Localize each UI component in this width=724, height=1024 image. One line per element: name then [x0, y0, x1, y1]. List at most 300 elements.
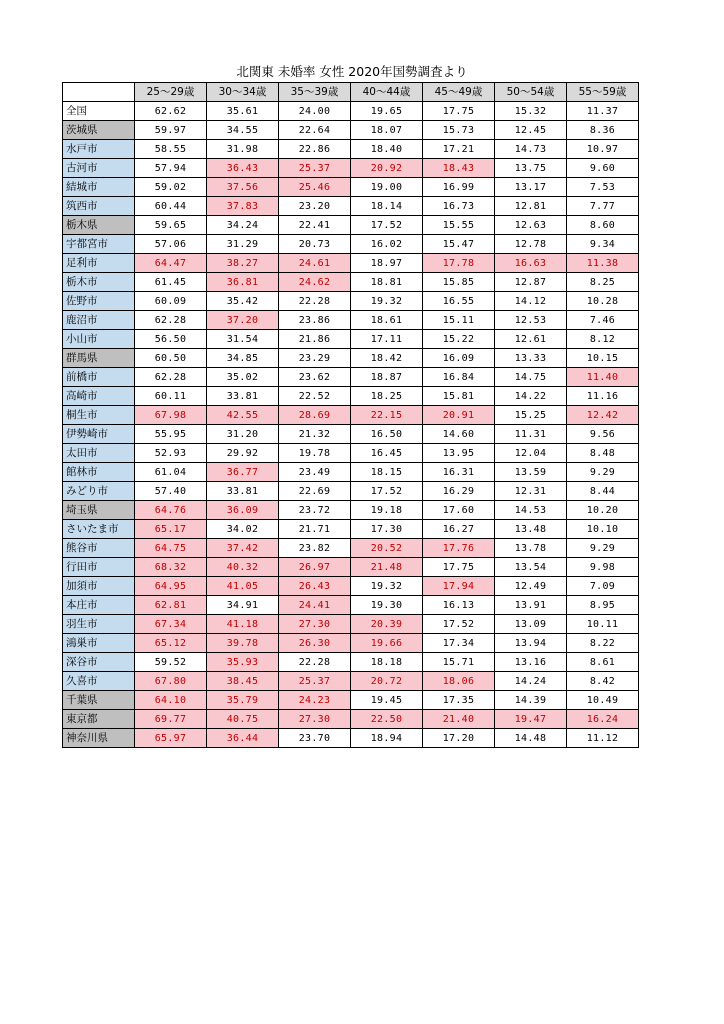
rate-value-cell: 60.11 — [135, 387, 207, 406]
rate-value-cell: 17.78 — [423, 254, 495, 273]
rate-value-cell: 10.28 — [567, 292, 639, 311]
rate-value-cell: 64.95 — [135, 577, 207, 596]
region-name-cell: 埼玉県 — [63, 501, 135, 520]
rate-value-cell: 18.81 — [351, 273, 423, 292]
rate-value-cell: 58.55 — [135, 140, 207, 159]
region-name-cell: 栃木県 — [63, 216, 135, 235]
rate-value-cell: 17.75 — [423, 102, 495, 121]
region-name-cell: 鴻巣市 — [63, 634, 135, 653]
rate-value-cell: 17.94 — [423, 577, 495, 596]
rate-value-cell: 7.09 — [567, 577, 639, 596]
rate-value-cell: 22.69 — [279, 482, 351, 501]
rate-value-cell: 16.84 — [423, 368, 495, 387]
rate-value-cell: 16.50 — [351, 425, 423, 444]
rate-value-cell: 16.27 — [423, 520, 495, 539]
rate-value-cell: 23.49 — [279, 463, 351, 482]
region-name-cell: 桐生市 — [63, 406, 135, 425]
rate-value-cell: 9.29 — [567, 539, 639, 558]
rate-value-cell: 11.37 — [567, 102, 639, 121]
rate-value-cell: 16.55 — [423, 292, 495, 311]
table-row — [63, 653, 639, 672]
table-row — [63, 311, 639, 330]
table-row — [63, 558, 639, 577]
age-column-header: 25～29歳 — [135, 83, 207, 102]
region-name-cell: 熊谷市 — [63, 539, 135, 558]
rate-value-cell: 18.06 — [423, 672, 495, 691]
rate-value-cell: 34.55 — [207, 121, 279, 140]
region-name-cell: 宇都宮市 — [63, 235, 135, 254]
page-title: 北関東 未婚率 女性 2020年国勢調査より — [236, 64, 468, 79]
rate-value-cell: 10.20 — [567, 501, 639, 520]
region-name-cell: 太田市 — [63, 444, 135, 463]
rate-value-cell: 26.97 — [279, 558, 351, 577]
age-column-header: 55～59歳 — [567, 83, 639, 102]
rate-value-cell: 19.00 — [351, 178, 423, 197]
rate-value-cell: 40.75 — [207, 710, 279, 729]
age-column-header: 30～34歳 — [207, 83, 279, 102]
rate-value-cell: 18.61 — [351, 311, 423, 330]
rate-value-cell: 60.09 — [135, 292, 207, 311]
table-row — [63, 197, 639, 216]
rate-value-cell: 9.56 — [567, 425, 639, 444]
rate-value-cell: 17.76 — [423, 539, 495, 558]
rate-value-cell: 59.97 — [135, 121, 207, 140]
region-name-cell: 古河市 — [63, 159, 135, 178]
table-row — [63, 634, 639, 653]
rate-value-cell: 41.18 — [207, 615, 279, 634]
rate-value-cell: 27.30 — [279, 710, 351, 729]
rate-value-cell: 62.28 — [135, 368, 207, 387]
rate-value-cell: 35.61 — [207, 102, 279, 121]
rate-value-cell: 13.09 — [495, 615, 567, 634]
rate-value-cell: 11.31 — [495, 425, 567, 444]
rate-value-cell: 19.32 — [351, 292, 423, 311]
table-row — [63, 710, 639, 729]
rate-value-cell: 35.79 — [207, 691, 279, 710]
rate-value-cell: 24.41 — [279, 596, 351, 615]
rate-value-cell: 17.21 — [423, 140, 495, 159]
rate-value-cell: 12.81 — [495, 197, 567, 216]
rate-value-cell: 19.18 — [351, 501, 423, 520]
rate-value-cell: 15.73 — [423, 121, 495, 140]
rate-value-cell: 13.33 — [495, 349, 567, 368]
rate-value-cell: 8.95 — [567, 596, 639, 615]
table-row — [63, 368, 639, 387]
rate-value-cell: 40.32 — [207, 558, 279, 577]
region-name-cell: みどり市 — [63, 482, 135, 501]
rate-value-cell: 11.12 — [567, 729, 639, 748]
rate-value-cell: 11.38 — [567, 254, 639, 273]
rate-value-cell: 12.78 — [495, 235, 567, 254]
age-column-header: 50～54歳 — [495, 83, 567, 102]
rate-value-cell: 33.81 — [207, 482, 279, 501]
rate-value-cell: 60.44 — [135, 197, 207, 216]
rate-value-cell: 64.47 — [135, 254, 207, 273]
table-row — [63, 444, 639, 463]
table-row — [63, 235, 639, 254]
rate-value-cell: 15.71 — [423, 653, 495, 672]
header-corner-cell — [63, 83, 135, 102]
table-row — [63, 292, 639, 311]
rate-value-cell: 38.27 — [207, 254, 279, 273]
rate-value-cell: 19.30 — [351, 596, 423, 615]
rate-value-cell: 59.65 — [135, 216, 207, 235]
rate-value-cell: 13.59 — [495, 463, 567, 482]
region-name-cell: 本庄市 — [63, 596, 135, 615]
rate-value-cell: 65.17 — [135, 520, 207, 539]
rate-value-cell: 15.81 — [423, 387, 495, 406]
rate-value-cell: 17.60 — [423, 501, 495, 520]
rate-value-cell: 14.39 — [495, 691, 567, 710]
rate-value-cell: 20.52 — [351, 539, 423, 558]
rate-value-cell: 11.40 — [567, 368, 639, 387]
rate-value-cell: 37.42 — [207, 539, 279, 558]
rate-value-cell: 21.48 — [351, 558, 423, 577]
rate-value-cell: 18.25 — [351, 387, 423, 406]
region-name-cell: 前橋市 — [63, 368, 135, 387]
rate-value-cell: 24.61 — [279, 254, 351, 273]
rate-value-cell: 35.93 — [207, 653, 279, 672]
rate-value-cell: 22.15 — [351, 406, 423, 425]
rate-value-cell: 15.32 — [495, 102, 567, 121]
region-name-cell: 全国 — [63, 102, 135, 121]
rate-value-cell: 25.37 — [279, 159, 351, 178]
rate-value-cell: 16.73 — [423, 197, 495, 216]
rate-value-cell: 10.49 — [567, 691, 639, 710]
rate-value-cell: 36.77 — [207, 463, 279, 482]
rate-value-cell: 16.29 — [423, 482, 495, 501]
table-row — [63, 349, 639, 368]
table-row — [63, 520, 639, 539]
region-name-cell: さいたま市 — [63, 520, 135, 539]
rate-value-cell: 16.13 — [423, 596, 495, 615]
table-row — [63, 102, 639, 121]
rate-value-cell: 18.97 — [351, 254, 423, 273]
rate-value-cell: 13.16 — [495, 653, 567, 672]
rate-value-cell: 20.91 — [423, 406, 495, 425]
rate-value-cell: 22.86 — [279, 140, 351, 159]
region-name-cell: 筑西市 — [63, 197, 135, 216]
rate-value-cell: 12.61 — [495, 330, 567, 349]
rate-value-cell: 12.87 — [495, 273, 567, 292]
table-row — [63, 672, 639, 691]
rate-value-cell: 36.81 — [207, 273, 279, 292]
rate-value-cell: 24.00 — [279, 102, 351, 121]
rate-value-cell: 33.81 — [207, 387, 279, 406]
region-name-cell: 水戸市 — [63, 140, 135, 159]
rate-value-cell: 20.92 — [351, 159, 423, 178]
region-name-cell: 高崎市 — [63, 387, 135, 406]
rate-value-cell: 12.45 — [495, 121, 567, 140]
rate-value-cell: 10.10 — [567, 520, 639, 539]
rate-value-cell: 31.98 — [207, 140, 279, 159]
rate-value-cell: 65.12 — [135, 634, 207, 653]
rate-value-cell: 31.54 — [207, 330, 279, 349]
region-name-cell: 群馬県 — [63, 349, 135, 368]
rate-value-cell: 36.43 — [207, 159, 279, 178]
rate-value-cell: 59.02 — [135, 178, 207, 197]
rate-value-cell: 14.75 — [495, 368, 567, 387]
table-row — [63, 140, 639, 159]
rate-value-cell: 13.78 — [495, 539, 567, 558]
rate-value-cell: 23.86 — [279, 311, 351, 330]
rate-value-cell: 39.78 — [207, 634, 279, 653]
rate-value-cell: 17.30 — [351, 520, 423, 539]
region-name-cell: 館林市 — [63, 463, 135, 482]
rate-value-cell: 13.17 — [495, 178, 567, 197]
rate-value-cell: 22.50 — [351, 710, 423, 729]
rate-value-cell: 7.53 — [567, 178, 639, 197]
rate-value-cell: 14.22 — [495, 387, 567, 406]
region-name-cell: 小山市 — [63, 330, 135, 349]
table-row — [63, 121, 639, 140]
table-row — [63, 539, 639, 558]
rate-value-cell: 21.40 — [423, 710, 495, 729]
rate-value-cell: 25.37 — [279, 672, 351, 691]
rate-value-cell: 67.98 — [135, 406, 207, 425]
rate-value-cell: 27.30 — [279, 615, 351, 634]
rate-value-cell: 15.55 — [423, 216, 495, 235]
rate-value-cell: 16.02 — [351, 235, 423, 254]
table-row — [63, 596, 639, 615]
rate-value-cell: 16.31 — [423, 463, 495, 482]
table-row — [63, 159, 639, 178]
table-row — [63, 501, 639, 520]
rate-value-cell: 13.95 — [423, 444, 495, 463]
rate-value-cell: 23.62 — [279, 368, 351, 387]
region-name-cell: 鹿沼市 — [63, 311, 135, 330]
rate-value-cell: 15.11 — [423, 311, 495, 330]
rate-value-cell: 62.28 — [135, 311, 207, 330]
region-name-cell: 深谷市 — [63, 653, 135, 672]
rate-value-cell: 9.34 — [567, 235, 639, 254]
rate-value-cell: 37.56 — [207, 178, 279, 197]
rate-value-cell: 8.25 — [567, 273, 639, 292]
rate-value-cell: 22.28 — [279, 653, 351, 672]
rate-value-cell: 24.23 — [279, 691, 351, 710]
rate-value-cell: 20.72 — [351, 672, 423, 691]
header-row — [63, 83, 639, 102]
rate-value-cell: 17.52 — [423, 615, 495, 634]
rate-value-cell: 10.97 — [567, 140, 639, 159]
rate-value-cell: 31.20 — [207, 425, 279, 444]
rate-value-cell: 57.40 — [135, 482, 207, 501]
rate-value-cell: 52.93 — [135, 444, 207, 463]
rate-value-cell: 15.22 — [423, 330, 495, 349]
rate-value-cell: 18.18 — [351, 653, 423, 672]
rate-value-cell: 8.12 — [567, 330, 639, 349]
rate-value-cell: 18.15 — [351, 463, 423, 482]
rate-value-cell: 15.47 — [423, 235, 495, 254]
rate-value-cell: 21.71 — [279, 520, 351, 539]
rate-value-cell: 14.60 — [423, 425, 495, 444]
region-name-cell: 結城市 — [63, 178, 135, 197]
rate-value-cell: 67.80 — [135, 672, 207, 691]
rate-value-cell: 37.83 — [207, 197, 279, 216]
rate-value-cell: 17.75 — [423, 558, 495, 577]
rate-value-cell: 65.97 — [135, 729, 207, 748]
rate-value-cell: 64.75 — [135, 539, 207, 558]
rate-value-cell: 17.11 — [351, 330, 423, 349]
rate-value-cell: 16.45 — [351, 444, 423, 463]
rate-value-cell: 19.45 — [351, 691, 423, 710]
rate-value-cell: 36.09 — [207, 501, 279, 520]
rate-value-cell: 12.53 — [495, 311, 567, 330]
table-row — [63, 273, 639, 292]
region-name-cell: 伊勢崎市 — [63, 425, 135, 444]
age-column-header: 35～39歳 — [279, 83, 351, 102]
table-row — [63, 463, 639, 482]
rate-value-cell: 35.42 — [207, 292, 279, 311]
rate-value-cell: 15.85 — [423, 273, 495, 292]
table-row — [63, 425, 639, 444]
rate-value-cell: 56.50 — [135, 330, 207, 349]
rate-value-cell: 8.60 — [567, 216, 639, 235]
rate-value-cell: 21.32 — [279, 425, 351, 444]
rate-value-cell: 36.44 — [207, 729, 279, 748]
rate-value-cell: 55.95 — [135, 425, 207, 444]
rate-value-cell: 61.45 — [135, 273, 207, 292]
rate-value-cell: 25.46 — [279, 178, 351, 197]
rate-value-cell: 64.76 — [135, 501, 207, 520]
rate-value-cell: 64.10 — [135, 691, 207, 710]
rate-value-cell: 9.60 — [567, 159, 639, 178]
rate-value-cell: 69.77 — [135, 710, 207, 729]
rate-value-cell: 12.49 — [495, 577, 567, 596]
rate-value-cell: 26.43 — [279, 577, 351, 596]
table-row — [63, 406, 639, 425]
rate-value-cell: 12.31 — [495, 482, 567, 501]
rate-value-cell: 19.32 — [351, 577, 423, 596]
table-row — [63, 615, 639, 634]
rate-value-cell: 14.73 — [495, 140, 567, 159]
region-name-cell: 足利市 — [63, 254, 135, 273]
rate-value-cell: 10.15 — [567, 349, 639, 368]
rate-value-cell: 8.36 — [567, 121, 639, 140]
rate-value-cell: 34.02 — [207, 520, 279, 539]
age-column-header: 40～44歳 — [351, 83, 423, 102]
rate-value-cell: 17.35 — [423, 691, 495, 710]
rate-value-cell: 42.55 — [207, 406, 279, 425]
rate-value-cell: 8.48 — [567, 444, 639, 463]
region-name-cell: 加須市 — [63, 577, 135, 596]
rate-value-cell: 18.14 — [351, 197, 423, 216]
rate-value-cell: 59.52 — [135, 653, 207, 672]
rate-value-cell: 34.91 — [207, 596, 279, 615]
rate-value-cell: 23.29 — [279, 349, 351, 368]
rate-value-cell: 18.42 — [351, 349, 423, 368]
table-row — [63, 729, 639, 748]
rate-value-cell: 23.70 — [279, 729, 351, 748]
rate-value-cell: 17.52 — [351, 482, 423, 501]
rate-value-cell: 19.65 — [351, 102, 423, 121]
rate-value-cell: 61.04 — [135, 463, 207, 482]
table-row — [63, 254, 639, 273]
rate-value-cell: 22.64 — [279, 121, 351, 140]
rate-value-cell: 21.86 — [279, 330, 351, 349]
rate-value-cell: 24.62 — [279, 273, 351, 292]
rate-value-cell: 14.12 — [495, 292, 567, 311]
rate-value-cell: 15.25 — [495, 406, 567, 425]
rate-value-cell: 67.34 — [135, 615, 207, 634]
region-name-cell: 千葉県 — [63, 691, 135, 710]
rate-value-cell: 57.94 — [135, 159, 207, 178]
rate-value-cell: 16.99 — [423, 178, 495, 197]
rate-value-cell: 18.07 — [351, 121, 423, 140]
rate-value-cell: 12.04 — [495, 444, 567, 463]
region-name-cell: 久喜市 — [63, 672, 135, 691]
rate-value-cell: 10.11 — [567, 615, 639, 634]
region-name-cell: 行田市 — [63, 558, 135, 577]
rate-value-cell: 14.24 — [495, 672, 567, 691]
region-name-cell: 栃木市 — [63, 273, 135, 292]
rate-value-cell: 20.73 — [279, 235, 351, 254]
rate-value-cell: 23.82 — [279, 539, 351, 558]
rate-value-cell: 38.45 — [207, 672, 279, 691]
rate-value-cell: 8.44 — [567, 482, 639, 501]
table-row — [63, 178, 639, 197]
region-name-cell: 茨城県 — [63, 121, 135, 140]
rate-value-cell: 7.46 — [567, 311, 639, 330]
rate-value-cell: 13.48 — [495, 520, 567, 539]
region-name-cell: 羽生市 — [63, 615, 135, 634]
rate-value-cell: 18.40 — [351, 140, 423, 159]
rate-value-cell: 62.81 — [135, 596, 207, 615]
age-column-header: 45～49歳 — [423, 83, 495, 102]
table-row — [63, 387, 639, 406]
rate-value-cell: 17.52 — [351, 216, 423, 235]
rate-value-cell: 7.77 — [567, 197, 639, 216]
marriage-rate-table — [62, 82, 639, 748]
rate-value-cell: 18.43 — [423, 159, 495, 178]
rate-value-cell: 22.52 — [279, 387, 351, 406]
rate-value-cell: 18.94 — [351, 729, 423, 748]
rate-value-cell: 22.41 — [279, 216, 351, 235]
table-row — [63, 691, 639, 710]
rate-value-cell: 13.94 — [495, 634, 567, 653]
rate-value-cell: 8.61 — [567, 653, 639, 672]
rate-value-cell: 62.62 — [135, 102, 207, 121]
rate-value-cell: 19.47 — [495, 710, 567, 729]
table-row — [63, 330, 639, 349]
table-row — [63, 216, 639, 235]
rate-value-cell: 8.42 — [567, 672, 639, 691]
rate-value-cell: 8.22 — [567, 634, 639, 653]
rate-value-cell: 18.87 — [351, 368, 423, 387]
region-name-cell: 神奈川県 — [63, 729, 135, 748]
rate-value-cell: 17.34 — [423, 634, 495, 653]
rate-value-cell: 41.05 — [207, 577, 279, 596]
rate-value-cell: 57.06 — [135, 235, 207, 254]
rate-value-cell: 16.09 — [423, 349, 495, 368]
rate-value-cell: 29.92 — [207, 444, 279, 463]
rate-value-cell: 19.66 — [351, 634, 423, 653]
rate-value-cell: 13.75 — [495, 159, 567, 178]
rate-value-cell: 34.85 — [207, 349, 279, 368]
region-name-cell: 東京都 — [63, 710, 135, 729]
rate-value-cell: 9.98 — [567, 558, 639, 577]
rate-value-cell: 60.50 — [135, 349, 207, 368]
rate-value-cell: 19.78 — [279, 444, 351, 463]
rate-value-cell: 26.30 — [279, 634, 351, 653]
table-row — [63, 577, 639, 596]
rate-value-cell: 68.32 — [135, 558, 207, 577]
rate-value-cell: 23.72 — [279, 501, 351, 520]
rate-value-cell: 13.54 — [495, 558, 567, 577]
table-row — [63, 482, 639, 501]
rate-value-cell: 37.20 — [207, 311, 279, 330]
rate-value-cell: 16.63 — [495, 254, 567, 273]
